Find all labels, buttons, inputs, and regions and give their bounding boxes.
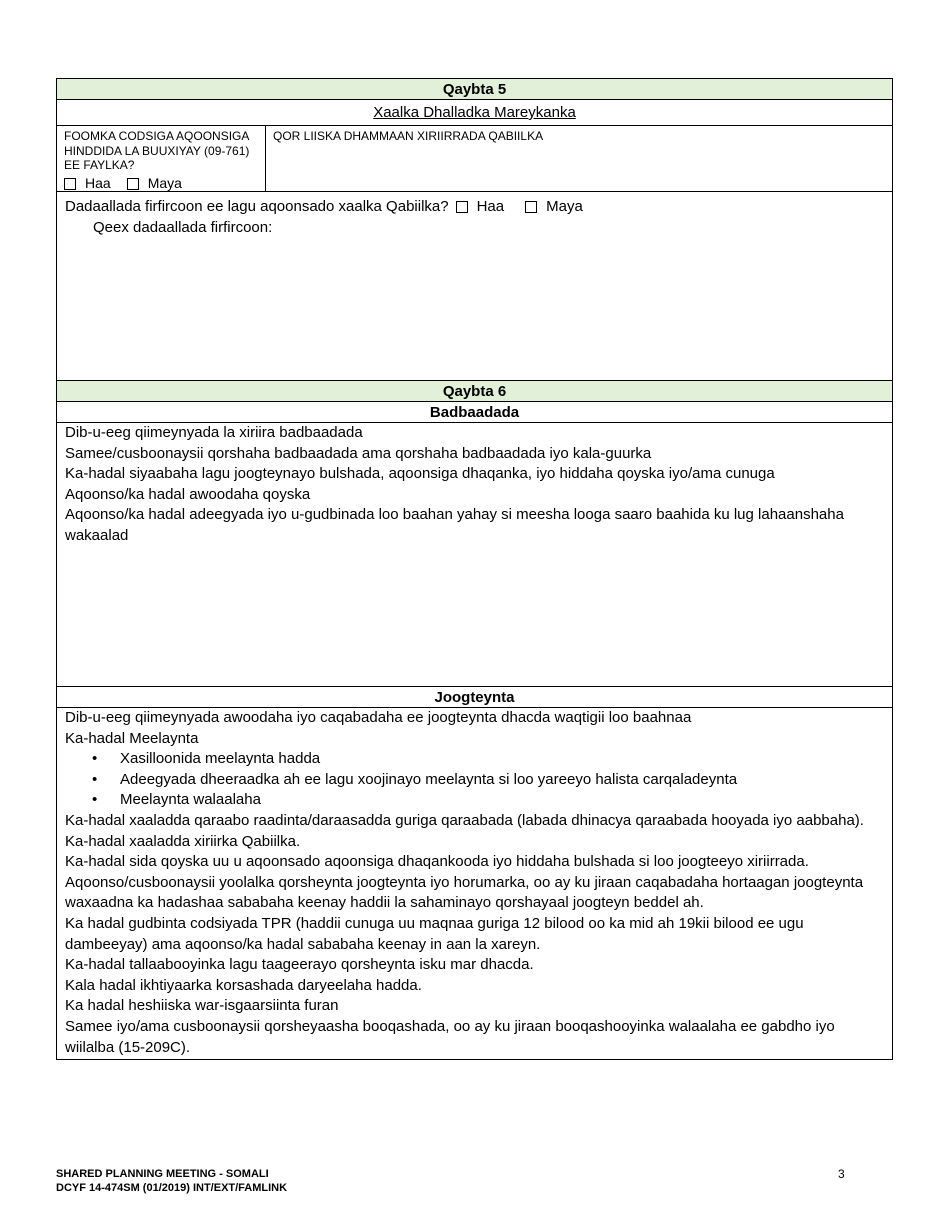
- safety-line: Aqoonso/ka hadal adeegyada iyo u-gudbinada loo baahan yahay si meesha looga saaro baahida ku lug lahaanshaha wakaalad: [65, 506, 844, 544]
- section-5-subheader: [57, 100, 892, 126]
- form-yes-checkbox[interactable]: [64, 178, 76, 190]
- footer: [56, 1167, 287, 1195]
- tribal-form-row: [57, 126, 892, 192]
- footer-form-code: DCYF 14-474SM (01/2019) INT/EXT/FAMLINK: [56, 1182, 288, 1194]
- active-efforts-block: [57, 192, 892, 381]
- permanency-line: Ka-hadal tallaabooyinka lagu taageerayo qorsheynta isku mar dhacda.: [65, 956, 534, 974]
- tribal-list-cell[interactable]: [266, 126, 892, 191]
- safety-title: Badbaadada: [429, 404, 520, 421]
- permanency-line: Ka-hadal xaaladda xiriirka Qabiilka.: [65, 832, 301, 850]
- active-efforts-question-line: [65, 196, 884, 217]
- form-question-options: [64, 176, 258, 191]
- section-6-header: [57, 381, 892, 402]
- efforts-no-label: Maya: [546, 198, 583, 215]
- tribal-list-label: QOR LIISKA DHAMMAAN XIRIIRRADA QABIILKA: [273, 129, 544, 143]
- permanency-line: Ka-hadal xaaladda qaraabo raadinta/daraasadda guriga qaraabada (labada dhinacya qaraabada hooyada iyo aabbaha).: [65, 811, 864, 829]
- active-efforts-question: Dadaallada firfircoon ee lagu aqoonsado xaalka Qabiilka?: [65, 198, 449, 215]
- section-6-title: Qaybta 6: [442, 383, 507, 400]
- form-question-cell: [57, 126, 266, 191]
- permanency-line: Kala hadal ikhtiyaarka korsashada daryeelaha hadda.: [65, 976, 422, 994]
- bullet-item: • Adeegyada dheeraadka ah ee lagu xoojinayo meelaynta si loo yareeyo halista carqaladeynta: [120, 770, 884, 791]
- efforts-no-checkbox[interactable]: [525, 201, 537, 213]
- placement-bullet-list: [65, 749, 884, 811]
- permanency-block: [57, 708, 892, 1059]
- safety-line: Ka-hadal siyaabaha lagu joogteynayo bulshada, aqoonsiga dhaqanka, iyo hiddaha qoyska iyo/ama cunuga: [65, 465, 775, 483]
- efforts-yes-checkbox[interactable]: [456, 201, 468, 213]
- permanency-line: Ka-hadal Meelaynta: [65, 729, 199, 747]
- footer-form-title: SHARED PLANNING MEETING - SOMALI: [56, 1168, 269, 1180]
- safety-line: Aqoonso/ka hadal awoodaha qoyska: [65, 485, 311, 503]
- form-table: [56, 78, 893, 1060]
- permanency-line: Dib-u-eeg qiimeynyada awoodaha iyo caqabadaha ee joogteynta dhacda waqtigii loo baahnaa: [65, 709, 692, 726]
- efforts-yes-label: Haa: [476, 198, 505, 215]
- permanency-line: Ka hadal heshiiska war-isgaarsiinta furan: [65, 997, 339, 1015]
- section-5-subtitle: Xaalka Dhalladka Mareykanka: [373, 104, 576, 121]
- safety-line: Samee/cusboonaysii qorshaha badbaadada ama qorshaha badbaadada iyo kala-guurka: [65, 444, 652, 462]
- section-5-header: [57, 79, 892, 100]
- section-5-title: Qaybta 5: [442, 81, 507, 98]
- safety-block: [57, 423, 892, 687]
- describe-efforts-label: Qeex dadaallada firfircoon:: [93, 219, 273, 236]
- form-no-label: Maya: [147, 174, 182, 191]
- permanency-line: Samee iyo/ama cusboonaysii qorsheyaasha booqashada, oo ay ku jiraan booqashooyinka walaalaha ee gabdho iyo wiilalba (15-209C).: [65, 1017, 835, 1056]
- form-yes-label: Haa: [85, 174, 111, 191]
- page-number: 3: [838, 1167, 845, 1181]
- safety-header: [57, 402, 892, 423]
- bullet-item: • Xasilloonida meelaynta hadda: [120, 749, 884, 770]
- bullet-item: • Meelaynta walaalaha: [120, 790, 884, 811]
- permanency-title: Joogteynta: [434, 689, 515, 706]
- permanency-line: Aqoonso/cusboonaysii yoolalka qorsheynta joogteynta iyo horumarka, oo ay ku jiraan caqabadaha hortaagan joogteynta waxaadna ka hadashaa sababaha keenay haddii la sahaminayo qorshayaal joogteyn beddel ah.: [65, 873, 864, 912]
- permanency-line: Ka-hadal sida qoyska uu u aqoonsado aqoonsiga dhaqankooda iyo hiddaha bulshada si loo joogteeyo xiriirrada.: [65, 853, 809, 871]
- permanency-line: Ka hadal gudbinta codsiyada TPR (haddii cunuga uu maqnaa guriga 12 bilood oo ka mid ah 19kii bilood ee ugu dambeeyay) ama aqoonso/ka hadal sababaha keenay in aan la xareyn.: [65, 914, 804, 953]
- form-no-checkbox[interactable]: [127, 178, 139, 190]
- safety-line: Dib-u-eeg qiimeynyada la xiriira badbaadada: [65, 424, 363, 441]
- permanency-header: [57, 687, 892, 708]
- form-question-text: FOOMKA CODSIGA AQOONSIGA HINDDIDA LA BUUXIYAY (09-761) EE FAYLKA?: [64, 129, 250, 172]
